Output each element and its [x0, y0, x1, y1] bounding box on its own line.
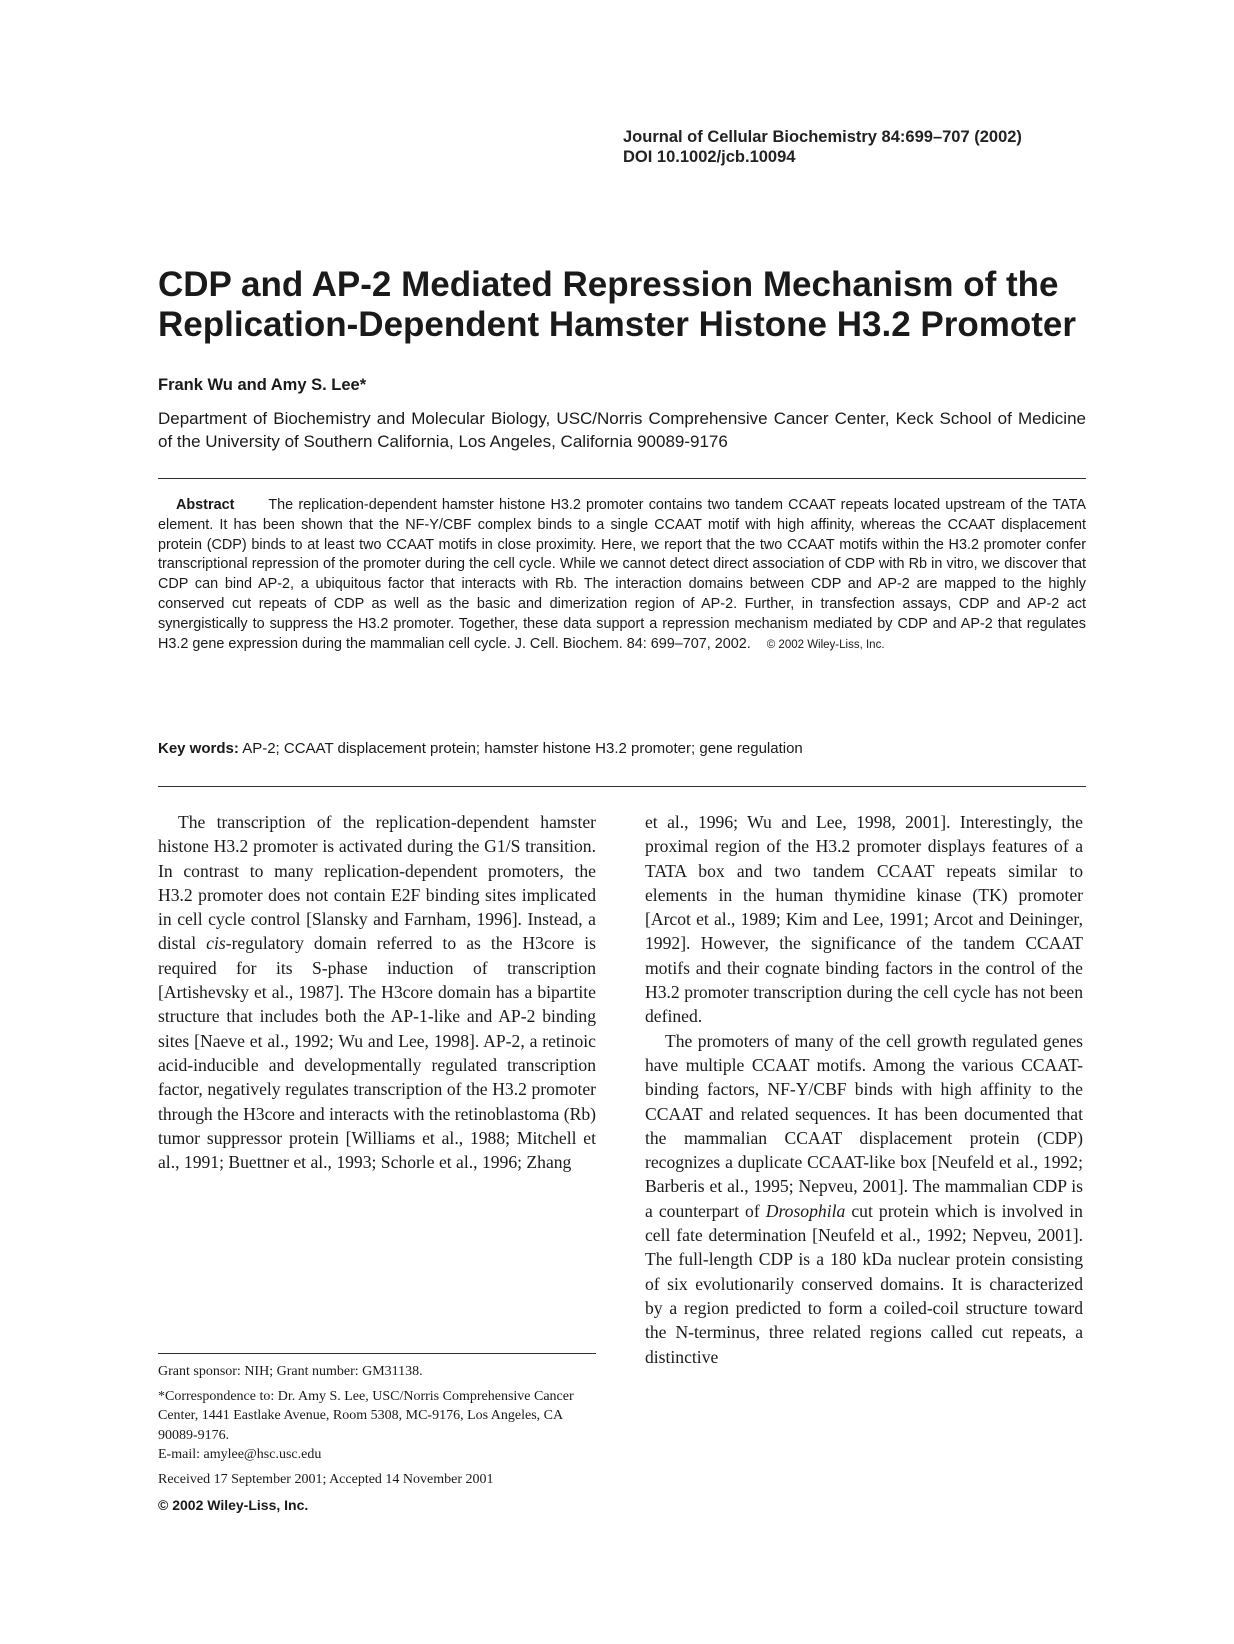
title-line-1: CDP and AP-2 Mediated Repression Mechanism of the	[158, 265, 1059, 304]
body-column-left	[158, 810, 596, 1174]
keywords	[158, 740, 803, 757]
body-column-right	[645, 810, 1083, 1369]
abstract-copyright: © 2002 Wiley-Liss, Inc.	[766, 638, 885, 651]
body-paragraph	[158, 810, 596, 1174]
keywords-text: AP-2; CCAAT displacement protein; hamster histone H3.2 promoter; gene regulation	[242, 740, 803, 757]
abstract-text: The replication-dependent hamster histone H3.2 promoter contains two tandem CCAAT repeats located upstream of the TATA element. It has been shown that the NF-Y/CBF complex binds to a single CCAAT motif with high affinity, whereas the CCAAT displacement protein (CDP) binds to at least two CCAAT motifs in close proximity. Here, we report that the two CCAAT motifs within the H3.2 promoter confer transcriptional repression of the promoter during the cell cycle. While we cannot detect direct association of CDP with Rb in vitro, we discover that CDP can bind AP-2, a ubiquitous factor that interacts with Rb. The interaction domains between CDP and AP-2 are mapped to the highly conserved cut repeats of CDP as well as the basic and dimerization region of AP-2. Further, in transfection assays, CDP and AP-2 act synergistically to suppress the H3.2 promoter. Together, these data support a repression mechanism mediated by CDP and AP-2 that regulates H3.2 gene expression during the mammalian cell cycle. J. Cell. Biochem. 84: 699–707, 2002.	[158, 497, 1086, 652]
abstract	[158, 496, 1086, 655]
footnote-correspondence: *Correspondence to: Dr. Amy S. Lee, USC/Norris Comprehensive Cancer Center, 1441 Eastlake Avenue, Room 5308, MC-9176, Los Angeles, CA 90089-9176.	[158, 1388, 574, 1443]
body-text: The promoters of many of the cell growth regulated genes have multiple CCAAT motifs. Among the various CCAAT-binding factors, NF-Y/CBF binds with high affinity to the CCAAT and related sequences. It has been documented that the mammalian CCAAT displacement protein (CDP) recognizes a duplicate CCAAT-like box [Neufeld et al., 1992; Barberis et al., 1995; Nepveu, 2001]. The mammalian CDP is a counterpart of	[645, 1030, 1083, 1221]
abstract-divider	[158, 786, 1086, 787]
body-paragraph: et al., 1996; Wu and Lee, 1998, 2001]. Interestingly, the proximal region of the H3.2 promoter displays features of a TATA box and two tandem CCAAT repeats similar to elements in the human thymidine kinase (TK) promoter [Arcot et al., 1989; Kim and Lee, 1991; Arcot and Deininger, 1992]. However, the significance of the tandem CCAAT motifs and their cognate binding factors in the control of the H3.2 promoter transcription during the cell cycle has not been defined.	[645, 812, 1083, 1027]
body-italic-text: Drosophila	[765, 1200, 846, 1221]
keywords-label: Key words:	[158, 740, 239, 757]
footnotes	[158, 1362, 596, 1494]
body-italic-text: cis	[206, 933, 226, 954]
body-text: -regulatory domain referred to as the H3core is required for its S-phase induction of transcription [Artishevsky et al., 1987]. The H3core domain has a bipartite structure that includes both the AP-1-like and AP-2 binding sites [Naeve et al., 1992; Wu and Lee, 1998]. AP-2, a retinoic acid-inducible and developmentally regulated transcription factor, negatively regulates transcription of the H3.2 promoter through the H3core and interacts with the retinoblastoma (Rb) tumor suppressor protein [Williams et al., 1988; Mitchell et al., 1991; Buettner et al., 1993; Schorle et al., 1996; Zhang	[158, 933, 596, 1173]
journal-doi: DOI 10.1002/jcb.10094	[623, 148, 796, 166]
footnote-received: Received 17 September 2001; Accepted 14 November 2001	[158, 1471, 494, 1487]
title-line-2: Replication-Dependent Hamster Histone H3.2 Promoter	[158, 305, 1076, 344]
body-text: The transcription of the replication-dependent hamster histone H3.2 promoter is activated during the G1/S transition. In contrast to many replication-dependent promoters, the H3.2 promoter does not contain E2F binding sites implicated in cell cycle control [Slansky and Farnham, 1996]. Instead, a distal	[158, 812, 596, 954]
footnote-email: E-mail: amylee@hsc.usc.edu	[158, 1447, 322, 1462]
body-paragraph	[645, 1029, 1083, 1369]
article-title	[158, 265, 1088, 345]
journal-citation: Journal of Cellular Biochemistry 84:699–707 (2002)	[623, 128, 1022, 146]
footnote-divider	[158, 1353, 596, 1354]
body-text: cut protein which is involved in cell fate determination [Neufeld et al., 1992; Nepveu, 2001]. The full-length CDP is a 180 kDa nuclear protein consisting of six evolutionarily conserved domains. It is characterized by a region predicted to form a coiled-coil structure toward the N-terminus, three related regions called cut repeats, a distinctive	[645, 1200, 1083, 1367]
author-list: Frank Wu and Amy S. Lee*	[158, 376, 367, 394]
abstract-heading: Abstract	[176, 497, 235, 513]
journal-header	[623, 127, 1022, 167]
footnote-copyright: © 2002 Wiley-Liss, Inc.	[158, 1497, 309, 1513]
affiliation: Department of Biochemistry and Molecular Biology, USC/Norris Comprehensive Cancer Center, Keck School of Medicine of the University of Southern California, Los Angeles, California 90089-9176	[158, 409, 1086, 451]
header-divider	[158, 478, 1086, 479]
footnote-grant: Grant sponsor: NIH; Grant number: GM31138.	[158, 1364, 423, 1379]
